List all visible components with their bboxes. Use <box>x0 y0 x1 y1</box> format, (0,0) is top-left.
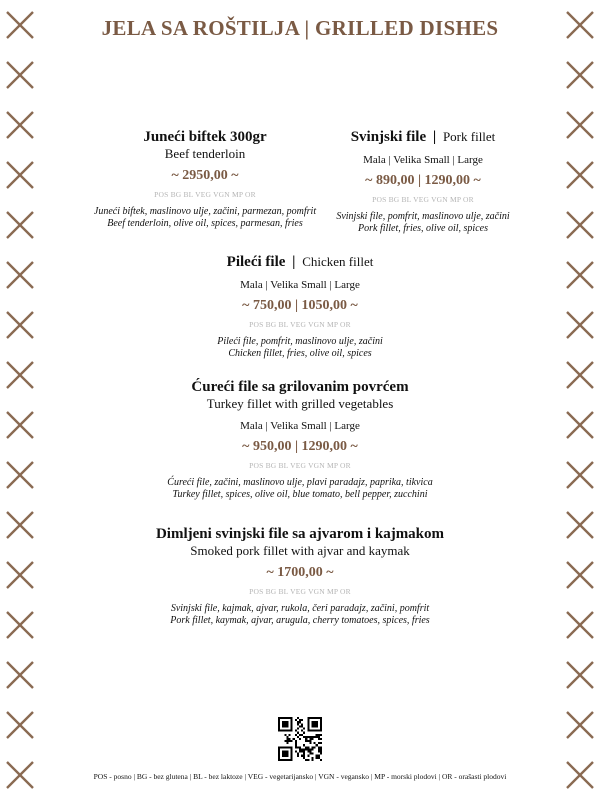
dish-pork-fillet <box>318 128 528 235</box>
dish-name-row <box>318 128 528 146</box>
dish-name: Pileći file <box>226 254 286 270</box>
ingredients-en: Pork fillet, fries, olive oil, spices <box>358 223 488 234</box>
ingredients-en: Beef tenderloin, olive oil, spices, parmesan, fries <box>107 218 303 229</box>
ingredients <box>150 336 450 360</box>
dish-name-en: Pork fillet <box>442 129 496 144</box>
dish-smoked-pork-fillet <box>120 525 480 627</box>
dish-price: ~ 950,00 | 1290,00 ~ <box>242 439 358 454</box>
ingredients-sr: Ćureći file, začini, maslinovo ulje, plavi paradajz, paprika, tikvica <box>167 477 433 488</box>
dish-chicken-fillet <box>150 253 450 360</box>
dish-price: ~ 750,00 | 1050,00 ~ <box>242 298 358 313</box>
ingredients-en: Chicken fillet, fries, olive oil, spices <box>228 348 372 359</box>
dish-price: ~ 2950,00 ~ <box>171 168 239 183</box>
dish-name: Juneći biftek 300gr <box>143 129 267 145</box>
dish-name: Ćureći file sa grilovanim povrćem <box>191 379 409 395</box>
ingredients-sr: Svinjski file, pomfrit, maslinovo ulje, začini <box>336 211 510 222</box>
ingredients-sr: Pileći file, pomfrit, maslinovo ulje, začini <box>217 336 383 347</box>
size-options: Mala | Velika Small | Large <box>240 420 360 432</box>
dish-name-en: Turkey fillet with grilled vegetables <box>206 396 394 411</box>
ingredients <box>120 603 480 627</box>
qr-code-icon[interactable] <box>278 717 322 761</box>
size-options: Mala | Velika Small | Large <box>240 279 360 291</box>
page-title: JELA SA ROŠTILJA | GRILLED DISHES <box>101 16 499 40</box>
dish-beef-tenderloin <box>90 128 320 230</box>
name-separator: | <box>292 254 296 270</box>
dietary-legend: POS - posno | BG - bez glutena | BL - bez laktoze | VEG - vegetarijansko | VGN - vegansko | MP - morski plodovi | OR - orašasti plodovi <box>93 772 507 781</box>
dish-name-en: Smoked pork fillet with ajvar and kaymak <box>190 543 410 558</box>
ingredients-en: Turkey fillet, spices, olive oil, blue tomato, bell pepper, zucchini <box>172 489 428 500</box>
ingredients <box>120 477 480 501</box>
dish-price: ~ 1700,00 ~ <box>266 565 334 580</box>
ingredients <box>90 206 320 230</box>
right-x-pattern-border-icon <box>560 0 600 800</box>
ingredients-sr: Svinjski file, kajmak, ajvar, rukola, čeri paradajz, začini, pomfrit <box>170 603 430 614</box>
dish-price: ~ 890,00 | 1290,00 ~ <box>365 173 481 188</box>
dietary-codes: POS BG BL VEG VGN MP OR <box>249 320 351 329</box>
dish-name: Dimljeni svinjski file sa ajvarom i kajmakom <box>155 526 445 542</box>
dietary-codes: POS BG BL VEG VGN MP OR <box>249 461 351 470</box>
dish-name-en: Beef tenderloin <box>164 146 246 161</box>
left-x-pattern-border-icon <box>0 0 40 800</box>
dietary-codes: POS BG BL VEG VGN MP OR <box>154 190 256 199</box>
dietary-codes: POS BG BL VEG VGN MP OR <box>249 587 351 596</box>
ingredients-sr: Juneći biftek, maslinovo ulje, začini, parmezan, pomfrit <box>93 206 317 217</box>
ingredients <box>318 211 528 235</box>
size-options: Mala | Velika Small | Large <box>363 154 483 166</box>
dish-name-row <box>150 253 450 271</box>
dietary-codes: POS BG BL VEG VGN MP OR <box>372 195 474 204</box>
name-separator: | <box>432 129 437 145</box>
dish-name: Svinjski file <box>350 129 427 145</box>
dish-turkey-fillet <box>120 378 480 501</box>
ingredients-en: Pork fillet, kaymak, ajvar, arugula, cherry tomatoes, spices, fries <box>170 615 430 626</box>
dish-name-en: Chicken fillet <box>302 254 374 269</box>
